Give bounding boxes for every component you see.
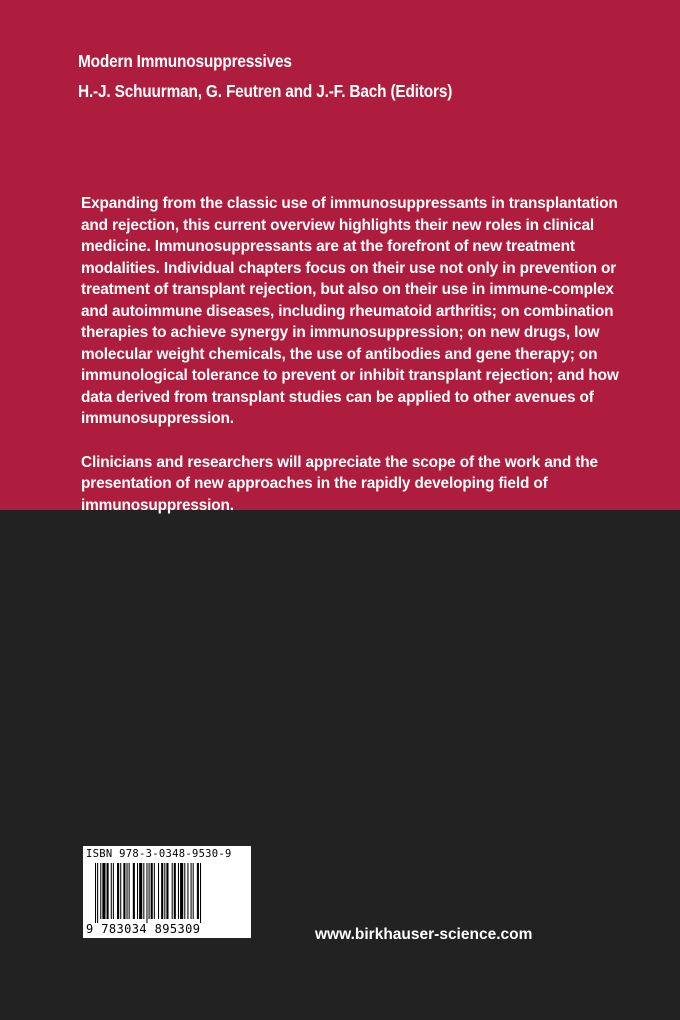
barcode-bar: [161, 863, 163, 919]
barcode-bar: [129, 863, 130, 919]
barcode-bar: [117, 863, 119, 919]
barcode-bar: [200, 863, 201, 923]
barcode-bar: [143, 863, 144, 919]
barcode-bar: [111, 863, 112, 919]
barcode-bar: [164, 863, 165, 919]
barcode-bar: [139, 863, 142, 919]
barcode-bar: [166, 863, 168, 919]
barcode-bar: [127, 863, 128, 919]
book-header: [78, 46, 452, 106]
description-paragraph-1: Expanding from the classic use of immunosuppressants in transplantation and rejection, this current overview highlights their new roles in clinical medicine. Immunosuppressants are at the forefront of new treatment modalities. Individual chapters focus on their use not only in prevention or treatment of transplant rejection, but also on their use in immune-complex and autoimmune diseases, including rheumatoid arthritis; on combination therapies to achieve synergy in immunosuppression; on new drugs, low molecular weight chemicals, the use of antibodies and gene therapy; on immunological tolerance to prevent or inhibit transplant rejection; and how data derived from transplant studies can be applied to other avenues of immunosuppression.: [81, 195, 619, 427]
barcode-bar: [113, 863, 114, 919]
barcode-bar: [133, 863, 135, 919]
publisher-website: www.birkhauser-science.com: [315, 926, 533, 943]
barcode-bar: [178, 863, 179, 919]
barcode-bar: [95, 863, 96, 923]
barcode-bar: [154, 863, 155, 919]
ean-digits: 9 783034 895309: [86, 922, 201, 936]
book-description: [81, 193, 641, 538]
barcode-bar: [158, 863, 159, 919]
barcode-bar: [120, 863, 121, 919]
barcode-bar: [107, 863, 109, 919]
barcode-bar: [184, 863, 185, 919]
barcode-bar: [197, 863, 199, 919]
barcode-bar: [180, 863, 183, 919]
barcode-bar: [102, 863, 105, 919]
barcode-icon: [95, 863, 241, 923]
barcode-bar: [146, 863, 147, 923]
barcode-bar: [137, 863, 138, 919]
editors-line: H.-J. Schuurman, G. Feutren and J.-F. Bach (Editors): [78, 81, 453, 101]
barcode-bar: [97, 863, 98, 923]
barcode-bar: [187, 863, 188, 919]
barcode-bar: [191, 863, 192, 919]
barcode-bar: [174, 863, 176, 919]
barcode-bar: [100, 863, 101, 919]
barcode-bar: [123, 863, 125, 919]
series-title: Modern Immunosuppressives: [78, 51, 292, 71]
barcode-panel: [83, 846, 251, 938]
barcode-bar: [193, 863, 194, 919]
barcode-bar: [172, 863, 173, 919]
description-paragraph-2: Clinicians and researchers will appreciate the scope of the work and the presentation of new approaches in the rapidly developing field of immunosuppression.: [81, 453, 598, 514]
barcode-bar: [151, 863, 153, 919]
barcode-bar: [149, 863, 150, 919]
isbn-label: ISBN 978-3-0348-9530-9: [86, 848, 232, 860]
